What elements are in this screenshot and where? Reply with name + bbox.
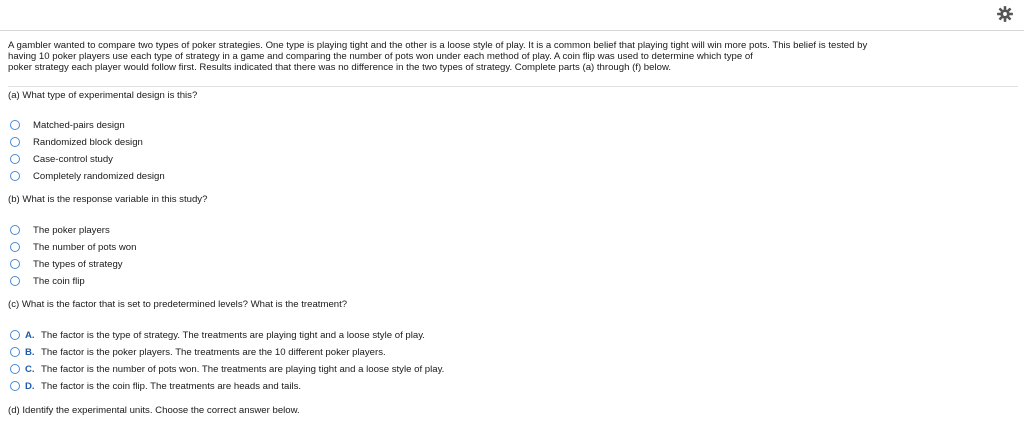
problem-statement bbox=[8, 40, 1008, 73]
radio-button[interactable] bbox=[10, 242, 20, 252]
option-label: Completely randomized design bbox=[33, 170, 165, 182]
intro-line: poker strategy each player would follow first. Results indicated that there was no difference in the two types of strategy. Complete parts (a) through (f) below. bbox=[8, 62, 672, 73]
option-label: Case-control study bbox=[33, 153, 113, 165]
option-letter: A. bbox=[25, 329, 35, 341]
option-b-1[interactable] bbox=[10, 223, 110, 237]
gear-icon[interactable] bbox=[996, 5, 1014, 23]
option-label: Matched-pairs design bbox=[33, 119, 125, 131]
option-a-1[interactable] bbox=[10, 118, 125, 132]
option-a-3[interactable] bbox=[10, 152, 113, 166]
intro-line: having 10 poker players use each type of strategy in a game and comparing the number of pots won under each method of play. A coin flip was used to determine which type of bbox=[8, 51, 753, 62]
option-label: The factor is the number of pots won. The treatments are playing tight and a loose style of play. bbox=[41, 363, 445, 375]
option-c-b[interactable] bbox=[10, 345, 386, 359]
option-label: The factor is the type of strategy. The treatments are playing tight and a loose style of play. bbox=[41, 329, 425, 341]
option-b-4[interactable] bbox=[10, 274, 85, 288]
option-label: The factor is the poker players. The treatments are the 10 different poker players. bbox=[41, 346, 386, 358]
option-label: The coin flip bbox=[33, 275, 85, 287]
radio-button[interactable] bbox=[10, 364, 20, 374]
option-label: The number of pots won bbox=[33, 241, 137, 253]
option-label: The factor is the coin flip. The treatments are heads and tails. bbox=[41, 380, 302, 392]
header-divider bbox=[0, 30, 1024, 31]
option-b-3[interactable] bbox=[10, 257, 123, 271]
radio-button[interactable] bbox=[10, 347, 20, 357]
question-b: (b) What is the response variable in this study? bbox=[8, 194, 208, 205]
radio-button[interactable] bbox=[10, 259, 20, 269]
option-letter: D. bbox=[25, 380, 35, 392]
question-d: (d) Identify the experimental units. Choose the correct answer below. bbox=[8, 405, 300, 416]
option-c-a[interactable] bbox=[10, 328, 425, 342]
radio-button[interactable] bbox=[10, 225, 20, 235]
radio-button[interactable] bbox=[10, 137, 20, 147]
radio-button[interactable] bbox=[10, 154, 20, 164]
question-a: (a) What type of experimental design is this? bbox=[8, 90, 198, 101]
option-letter: C. bbox=[25, 363, 35, 375]
option-b-2[interactable] bbox=[10, 240, 136, 254]
radio-button[interactable] bbox=[10, 120, 20, 130]
intro-line: A gambler wanted to compare two types of poker strategies. One type is playing tight and the other is a loose style of play. It is a common belief that playing tight will win more pots. This belief is tested by bbox=[8, 40, 868, 51]
option-a-4[interactable] bbox=[10, 169, 165, 183]
radio-button[interactable] bbox=[10, 276, 20, 286]
option-a-2[interactable] bbox=[10, 135, 143, 149]
option-c-d[interactable] bbox=[10, 379, 301, 393]
radio-button[interactable] bbox=[10, 381, 20, 391]
radio-button[interactable] bbox=[10, 330, 20, 340]
section-divider bbox=[8, 86, 1018, 87]
option-label: The poker players bbox=[33, 224, 110, 236]
question-c: (c) What is the factor that is set to predetermined levels? What is the treatment? bbox=[8, 299, 348, 310]
option-label: Randomized block design bbox=[33, 136, 143, 148]
option-label: The types of strategy bbox=[33, 258, 123, 270]
radio-button[interactable] bbox=[10, 171, 20, 181]
option-c-c[interactable] bbox=[10, 362, 444, 376]
option-letter: B. bbox=[25, 346, 35, 358]
